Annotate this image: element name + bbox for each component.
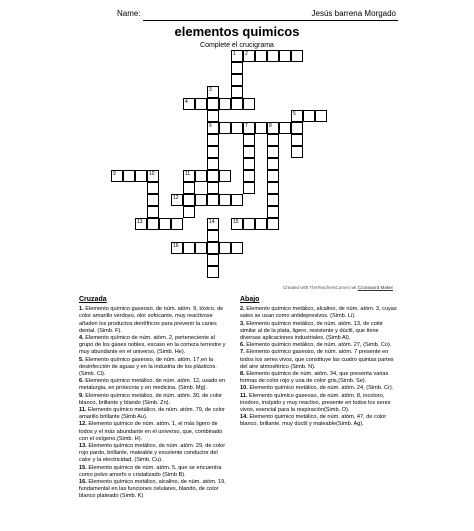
clue-text: Elemento químico metálico, de núm. atóm. 47, de color blanco, brillante, muy dúctil y maleable(Simb. Ag). (240, 414, 387, 428)
grid-cell[interactable] (291, 134, 303, 146)
grid-cell[interactable] (267, 182, 279, 194)
cell-number: 2 (245, 51, 248, 57)
across-clue (79, 465, 229, 479)
grid-cell[interactable] (207, 86, 219, 98)
cell-number: 16 (173, 243, 179, 249)
grid-cell[interactable] (243, 170, 255, 182)
grid-cell[interactable] (171, 242, 183, 254)
clue-text: Elemento químico metálico, de núm. atóm. 27, (Simb. Co). (246, 342, 392, 349)
grid-cell[interactable] (243, 218, 255, 230)
grid-cell[interactable] (207, 218, 219, 230)
grid-cell[interactable] (267, 206, 279, 218)
clue-text: Elemento químico metálico, de núm. atóm. 13, de color similar al de la plata, ligero, resistente y dúctil, que tiene diversas aplicaciones industriales. (Simb Al). (240, 320, 384, 342)
grid-cell[interactable] (135, 170, 147, 182)
grid-cell[interactable] (147, 170, 159, 182)
grid-cell[interactable] (147, 194, 159, 206)
grid-cell[interactable] (207, 182, 219, 194)
grid-cell[interactable] (219, 122, 231, 134)
clue-number: 9. (79, 392, 84, 399)
grid-cell[interactable] (159, 218, 171, 230)
grid-cell[interactable] (195, 194, 207, 206)
clue-text: Elemento químico de núm. atóm. 34, que presenta varias formas de color rojo y una de color gris,(Simb. Se). (240, 371, 389, 385)
grid-cell[interactable] (147, 206, 159, 218)
grid-cell[interactable] (243, 50, 255, 62)
cell-number: 14 (209, 219, 215, 225)
grid-cell[interactable] (207, 266, 219, 278)
down-clue (240, 342, 398, 349)
grid-cell[interactable] (231, 98, 243, 110)
grid-cell[interactable] (231, 194, 243, 206)
grid-cell[interactable] (171, 218, 183, 230)
grid-cell[interactable] (243, 122, 255, 134)
grid-cell[interactable] (111, 170, 123, 182)
clue-number: 8. (240, 371, 245, 378)
grid-cell[interactable] (219, 194, 231, 206)
down-clue (240, 371, 398, 385)
grid-cell[interactable] (291, 110, 303, 122)
down-heading: Abajo (240, 296, 260, 303)
grid-cell[interactable] (219, 98, 231, 110)
across-clue (79, 378, 229, 392)
grid-cell[interactable] (171, 194, 183, 206)
grid-cell[interactable] (195, 242, 207, 254)
clue-number: 6. (79, 378, 84, 385)
grid-cell[interactable] (207, 254, 219, 266)
grid-cell[interactable] (267, 122, 279, 134)
across-clues (79, 296, 229, 501)
grid-cell[interactable] (183, 182, 195, 194)
across-clue (79, 479, 229, 501)
clue-number: 13. (79, 443, 87, 450)
grid-cell[interactable] (231, 86, 243, 98)
credit-prefix: Created with TheTeachersCorner.net (283, 285, 358, 290)
grid-cell[interactable] (231, 122, 243, 134)
down-clue (240, 385, 398, 392)
clue-text: Elemento químico gaseoso, de núm. atóm. 7 presente en todos los seres vivos, que constituye las cuatro quintas partes del aire atmosférico (Simb. N). (240, 349, 394, 370)
clue-text: Elemento químico metálico, de núm. atóm. 29, de color rojo pardo, brillante, maleable y excelente conductor del calor y la electricidad, (Simb. Cu). (79, 443, 226, 464)
page-title: elementos quimicos (174, 24, 300, 39)
across-clue (79, 443, 229, 465)
across-clue (79, 407, 229, 421)
credit-link[interactable]: Crossword Maker (357, 285, 393, 290)
grid-cell[interactable] (195, 98, 207, 110)
cell-number: 6 (209, 123, 212, 129)
down-clue (240, 414, 398, 428)
grid-cell[interactable] (219, 242, 231, 254)
clue-text: Elemento químico de núm. atóm. 1, el más ligero de todos y el más abundante en el universo, que, combinado con el oxígeno,(Simb. H). (79, 421, 223, 442)
grid-cell[interactable] (291, 50, 303, 62)
down-clue (240, 349, 398, 371)
grid-cell[interactable] (147, 182, 159, 194)
clue-text: Elemento químico metálico, de núm. atóm. 12, usado en metalurgia, en protecnia y en medicina. (Simb. Mg). (79, 378, 226, 392)
cell-number: 11 (185, 171, 191, 177)
grid-cell[interactable] (207, 110, 219, 122)
grid-cell[interactable] (231, 62, 243, 74)
cell-number: 15 (233, 219, 239, 225)
clue-number: 15. (79, 464, 87, 471)
cell-number: 8 (269, 123, 272, 129)
across-clue (79, 393, 229, 407)
clue-number: 1. (79, 306, 84, 313)
down-list (240, 306, 398, 428)
grid-cell[interactable] (267, 134, 279, 146)
down-clue (240, 321, 398, 343)
clue-number: 7. (240, 349, 245, 356)
grid-cell[interactable] (183, 194, 195, 206)
grid-cell[interactable] (267, 218, 279, 230)
clue-text: Elemento químico metálico, de núm. atóm. 24, (Simb. Cr). (249, 385, 394, 392)
clue-text: Elemento químico metálico, de núm. atóm. 79, de color amarillo brillante (Simb Au). (79, 407, 225, 421)
grid-cell[interactable] (207, 98, 219, 110)
clue-number: 10. (240, 385, 248, 392)
grid-cell[interactable] (207, 146, 219, 158)
grid-cell[interactable] (207, 194, 219, 206)
grid-cell[interactable] (279, 50, 291, 62)
grid-cell[interactable] (267, 194, 279, 206)
cell-number: 13 (137, 219, 143, 225)
grid-cell[interactable] (255, 50, 267, 62)
clue-number: 4. (79, 335, 84, 342)
grid-cell[interactable] (255, 218, 267, 230)
clue-text: Elemento químico de núm. atóm. 2, perteneciente al grupo de los gases nobles, escaso en la corteza terrestre y muy abundante en el universo, (Simb. He). (79, 335, 226, 356)
page-subtitle: Complete el crucigrama (200, 42, 274, 49)
name-label: Name: (117, 9, 141, 18)
grid-cell[interactable] (315, 110, 327, 122)
grid-cell[interactable] (123, 170, 135, 182)
cell-number: 10 (149, 171, 155, 177)
grid-cell[interactable] (231, 218, 243, 230)
clue-number: 2. (240, 306, 245, 313)
cell-number: 3 (209, 87, 212, 93)
grid-cell[interactable] (231, 50, 243, 62)
grid-cell[interactable] (267, 158, 279, 170)
grid-cell[interactable] (207, 134, 219, 146)
cell-number: 7 (245, 123, 248, 129)
cell-number: 5 (293, 111, 296, 117)
across-clue (79, 421, 229, 443)
clue-text: Elemento químico metálico, alcalino, de núm. atóm. 3, cuyas sales se usan como antidepresivos. (Simb. Li). (240, 306, 397, 320)
grid-cell[interactable] (231, 74, 243, 86)
clue-text: Elemento químico gaseoso, de núm. atóm. 9, tóxico, de color amarillo verdoso, olor sofocante, muy reactivose añaden los productos dentífricos para prevenir la caries dental. (Simb. F). (79, 306, 224, 334)
grid-cell[interactable] (267, 50, 279, 62)
grid-cell[interactable] (195, 170, 207, 182)
across-clue (79, 357, 229, 379)
clue-number: 6. (240, 342, 245, 349)
clue-text: Elemento químico metálico, alcalino, de núm. atóm. 19, fundamental en las funciones celulares, blando, de color blanco plateado (Simb. K) (79, 479, 226, 500)
across-clue (79, 306, 229, 335)
grid-cell[interactable] (243, 146, 255, 158)
clue-number: 3. (240, 320, 245, 327)
clue-number: 11. (240, 392, 248, 399)
grid-cell[interactable] (207, 170, 219, 182)
clue-text: Elemento químico metálico, de núm. atóm. 30, de color blanco, brillante y blando (Simb. Zn). (79, 392, 223, 406)
grid-cell[interactable] (219, 170, 231, 182)
name-value[interactable]: Jesús barrena Morgado (311, 9, 396, 18)
down-clue (240, 306, 398, 320)
grid-cell[interactable] (267, 146, 279, 158)
cell-number: 4 (185, 99, 188, 105)
grid-cell[interactable] (207, 230, 219, 242)
grid-cell[interactable] (243, 158, 255, 170)
grid-cell[interactable] (183, 206, 195, 218)
grid-cell[interactable] (303, 110, 315, 122)
grid-cell[interactable] (207, 158, 219, 170)
clue-number: 16. (79, 479, 87, 486)
grid-cell[interactable] (243, 98, 255, 110)
clue-text: Elemento químico gaseoso, de núm. atóm. 17,en la desinfección de aguas y en la industria de los plásticos. (Simb. Cl). (79, 356, 217, 378)
across-clue (79, 335, 229, 357)
cell-number: 9 (113, 171, 116, 177)
grid-cell[interactable] (243, 134, 255, 146)
across-heading: Cruzada (79, 296, 107, 303)
clue-number: 14. (240, 414, 248, 421)
grid-cell[interactable] (183, 98, 195, 110)
grid-cell[interactable] (291, 122, 303, 134)
cell-number: 12 (173, 195, 179, 201)
grid-cell[interactable] (183, 170, 195, 182)
clue-text: Elemento químico gaseoso, de núm. atóm. 8, incoloro, inodoro, insípido y muy reactivo, presente en todos los seres vivos, esencial para la respiración(Simb. O). (240, 392, 391, 414)
cell-number: 1 (233, 51, 236, 57)
grid-cell[interactable] (183, 242, 195, 254)
grid-cell[interactable] (135, 218, 147, 230)
clue-number: 5. (79, 356, 84, 363)
down-clue (240, 393, 398, 415)
grid-cell[interactable] (267, 170, 279, 182)
clue-number: 12. (79, 421, 87, 428)
grid-cell[interactable] (207, 242, 219, 254)
across-list (79, 306, 229, 500)
down-clues (240, 296, 398, 429)
grid-cell[interactable] (243, 182, 255, 194)
grid-cell[interactable] (231, 242, 243, 254)
grid-cell[interactable] (207, 122, 219, 134)
clue-text: Elemento químico de núm. atóm. 5, que se encuentra como polvo amorfo o cristalizado (Simb B). (79, 464, 222, 478)
grid-cell[interactable] (291, 146, 303, 158)
grid-cell[interactable] (255, 122, 267, 134)
grid-cell[interactable] (147, 218, 159, 230)
credit-line (283, 285, 393, 290)
clue-number: 11. (79, 407, 87, 414)
grid-cell[interactable] (279, 122, 291, 134)
